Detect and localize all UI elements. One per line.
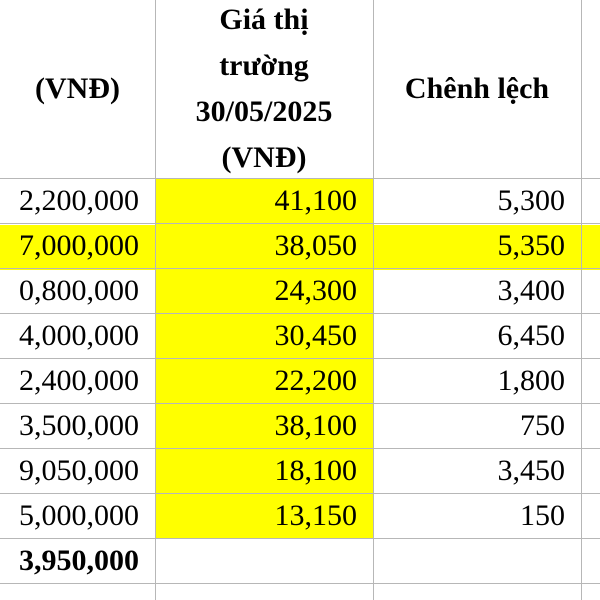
- header-col-b[interactable]: [155, 0, 373, 178]
- header-col-c-text: Chênh lệch: [404, 72, 550, 105]
- cell-b[interactable]: 18,100: [274, 453, 357, 487]
- cell-a[interactable]: 7,000,000: [19, 228, 139, 262]
- cell-a[interactable]: 5,000,000: [19, 498, 139, 532]
- cell-b[interactable]: 30,450: [274, 318, 357, 352]
- cell-c[interactable]: 150: [520, 498, 565, 532]
- cell-b[interactable]: 24,300: [274, 273, 357, 307]
- cell-a[interactable]: 9,050,000: [19, 453, 139, 487]
- grid-line: [0, 448, 600, 449]
- header-col-b-text: Giá thị trường 30/05/2025 (VNĐ): [195, 3, 333, 174]
- total-cell-b[interactable]: [155, 538, 373, 583]
- total-cell-c[interactable]: [373, 538, 581, 583]
- grid-line: [0, 493, 600, 494]
- grid-line: [0, 403, 600, 404]
- cell-a[interactable]: 2,400,000: [19, 363, 139, 397]
- cell-b[interactable]: 38,050: [274, 228, 357, 262]
- grid-line: [373, 0, 374, 600]
- cell-b[interactable]: 22,200: [274, 363, 357, 397]
- grid-line: [0, 268, 600, 269]
- grid-line: [0, 313, 600, 314]
- cell-c[interactable]: 5,300: [497, 183, 565, 217]
- cell-c[interactable]: 6,450: [497, 318, 565, 352]
- cell-c[interactable]: 5,350: [497, 228, 565, 262]
- cell-c[interactable]: 1,800: [497, 363, 565, 397]
- grid-line: [0, 223, 600, 224]
- grid-line: [0, 583, 600, 584]
- cell-a[interactable]: 2,200,000: [19, 183, 139, 217]
- cell-a[interactable]: 3,500,000: [19, 408, 139, 442]
- cell-a[interactable]: 0,800,000: [19, 273, 139, 307]
- cell-b[interactable]: 38,100: [274, 408, 357, 442]
- cell-c[interactable]: 3,400: [497, 273, 565, 307]
- grid-line: [155, 0, 156, 600]
- grid-line: [581, 0, 582, 600]
- cell-c[interactable]: 750: [520, 408, 565, 442]
- cell-b[interactable]: 13,150: [274, 498, 357, 532]
- header-col-c[interactable]: [373, 0, 581, 178]
- total-cell-a[interactable]: 3,950,000: [19, 543, 139, 577]
- cell-b[interactable]: 41,100: [274, 183, 357, 217]
- cell-a[interactable]: 4,000,000: [19, 318, 139, 352]
- cell-c[interactable]: 3,450: [497, 453, 565, 487]
- grid-line: [0, 358, 600, 359]
- grid-line: [0, 538, 600, 539]
- header-col-a[interactable]: [0, 0, 155, 178]
- grid-line: [0, 178, 600, 179]
- header-col-a-text: (VNĐ): [35, 72, 120, 105]
